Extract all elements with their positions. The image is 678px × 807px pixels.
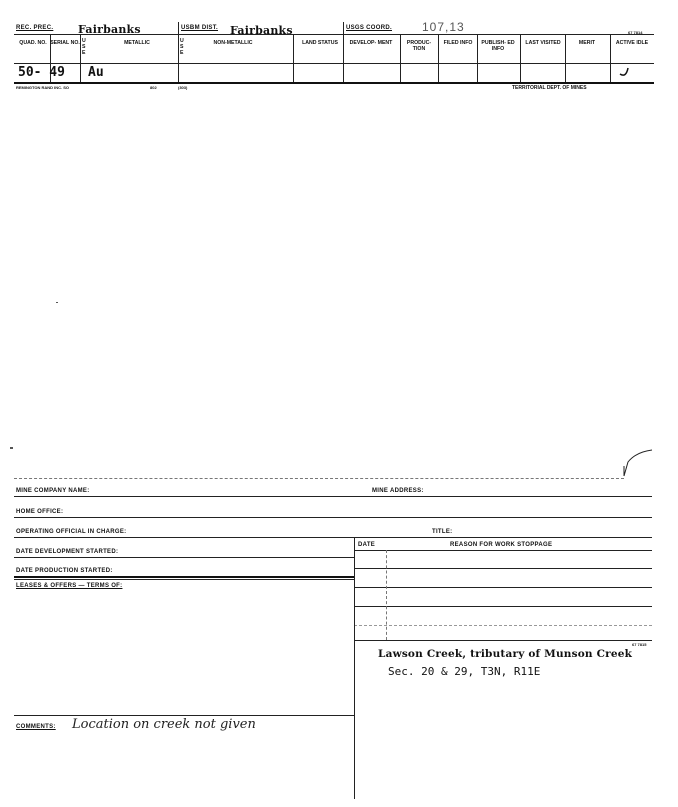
comments-handwritten: Location on creek not given bbox=[72, 717, 256, 732]
col-sep bbox=[80, 35, 81, 82]
usbm-dist-value: Fairbanks bbox=[230, 24, 293, 37]
filed-info-header: FILED INFO bbox=[443, 40, 473, 46]
metallic-header: METALLIC bbox=[124, 40, 150, 46]
col-sep bbox=[438, 35, 439, 82]
use-header: U S E bbox=[82, 38, 86, 56]
rec-prec-label: REC. PREC. bbox=[16, 25, 54, 31]
official-line bbox=[14, 537, 652, 538]
use-header: U S E bbox=[180, 38, 184, 56]
published-info-header: PUBLISH- ED INFO bbox=[481, 40, 515, 52]
title-label: TITLE: bbox=[432, 529, 453, 535]
merit-header: MERIT bbox=[578, 40, 596, 46]
production-header: PRODUC- TION bbox=[406, 40, 432, 52]
date-production-label: DATE PRODUCTION STARTED: bbox=[16, 568, 113, 574]
center-divider bbox=[354, 537, 355, 799]
col-sep bbox=[178, 35, 179, 82]
usbm-dist-label: USBM DIST. bbox=[181, 25, 219, 31]
quad-no-header: QUAD. NO. bbox=[19, 40, 47, 46]
stoppage-row-line bbox=[354, 587, 652, 588]
leases-bottom-line bbox=[14, 715, 354, 716]
form-number-bottom: 67 7815 bbox=[632, 642, 647, 647]
territorial-dept: TERRITORIAL DEPT. OF MINES bbox=[512, 85, 587, 91]
col-sep bbox=[520, 35, 521, 82]
row1-sep bbox=[178, 22, 179, 34]
printer-paren: (303) bbox=[178, 85, 188, 90]
location-line-2: Sec. 20 & 29, T3N, R11E bbox=[388, 665, 541, 678]
stoppage-row-line bbox=[354, 640, 652, 641]
production-line-2 bbox=[14, 579, 354, 580]
leases-offers-label: LEASES & OFFERS — TERMS OF: bbox=[16, 583, 123, 589]
col-sep bbox=[293, 35, 294, 82]
home-office-label: HOME OFFICE: bbox=[16, 509, 64, 515]
col-sep bbox=[565, 35, 566, 82]
data-row-divider bbox=[14, 82, 654, 84]
col-sep bbox=[343, 35, 344, 82]
production-line bbox=[14, 576, 354, 578]
date-col-divider bbox=[386, 550, 387, 640]
rec-prec-value: Fairbanks bbox=[78, 23, 141, 36]
mine-company-name-label: MINE COMPANY NAME: bbox=[16, 488, 90, 494]
row1-sep bbox=[343, 22, 344, 34]
land-status-header: LAND STATUS bbox=[302, 40, 338, 46]
stoppage-row-line bbox=[354, 625, 652, 626]
date-development-label: DATE DEVELOPMENT STARTED: bbox=[16, 549, 119, 555]
development-line bbox=[14, 557, 354, 558]
date-column-header: DATE bbox=[358, 542, 376, 548]
stoppage-row-line bbox=[354, 606, 652, 607]
usgs-coord-value: 107,13 bbox=[422, 20, 465, 34]
location-line-1: Lawson Creek, tributary of Munson Creek bbox=[378, 648, 633, 660]
non-metallic-header: NON-METALLIC bbox=[213, 40, 253, 46]
reason-column-header: REASON FOR WORK STOPPAGE bbox=[450, 542, 553, 548]
usgs-coord-label: USGS COORD. bbox=[346, 25, 392, 31]
home-office-line bbox=[14, 517, 652, 518]
stoppage-row-line bbox=[354, 568, 652, 569]
date-header-line bbox=[354, 550, 652, 551]
quad-serial-value: 50- 49 bbox=[18, 65, 65, 80]
top-edge-line bbox=[14, 478, 624, 479]
development-header: DEVELOP- MENT bbox=[349, 40, 393, 46]
printer-code: 802 bbox=[150, 85, 157, 90]
printer-imprint: REMINGTON RAND INC. SO bbox=[16, 85, 70, 90]
serial-no-header: SERIAL NO. bbox=[50, 40, 80, 46]
col-sep bbox=[610, 35, 611, 82]
operating-official-label: OPERATING OFFICIAL IN CHARGE: bbox=[16, 529, 127, 535]
mine-address-label: MINE ADDRESS: bbox=[372, 488, 424, 494]
card-corner-tab-icon bbox=[618, 448, 658, 498]
company-row-line bbox=[14, 496, 652, 497]
comments-label: COMMENTS: bbox=[16, 724, 56, 730]
scan-speck bbox=[10, 447, 13, 449]
scan-speck bbox=[56, 302, 58, 303]
last-visited-header: LAST VISITED bbox=[525, 40, 561, 46]
header-divider bbox=[14, 63, 654, 64]
active-idle-header: ACTIVE IDLE bbox=[615, 40, 649, 46]
form-number-top: 67 7814 bbox=[628, 30, 643, 35]
metallic-value: Au bbox=[88, 65, 104, 80]
check-mark-icon bbox=[616, 64, 636, 80]
